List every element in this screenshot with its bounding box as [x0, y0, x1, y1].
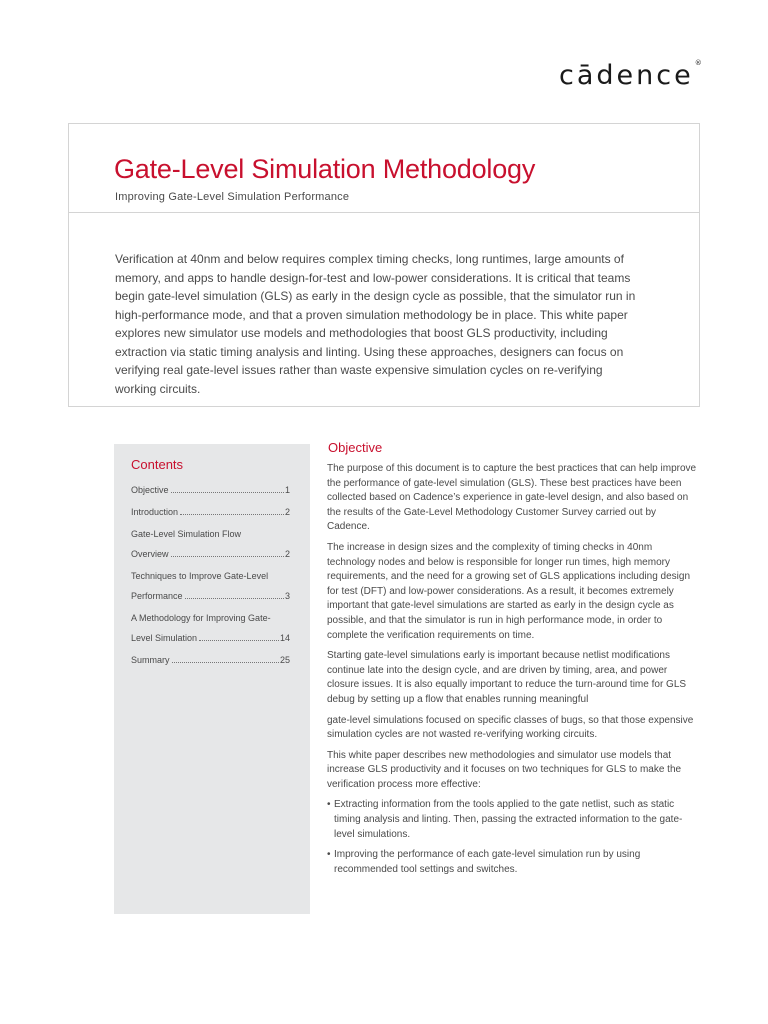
body-paragraph: gate-level simulations focused on specific classes of bugs, so that those expensive simulation cycles are not wasted re-verifying working circuits. [327, 714, 694, 741]
bullet-item [327, 798, 699, 842]
toc-item-objective[interactable] [131, 480, 290, 500]
toc-item-introduction[interactable] [131, 502, 290, 522]
toc-label: Objective [131, 485, 169, 495]
toc-page: 25 [279, 655, 290, 665]
toc-label: Introduction [131, 507, 179, 517]
toc-label: Techniques to Improve Gate-Level [131, 571, 269, 581]
toc-page: 2 [284, 549, 290, 559]
toc-page: 2 [284, 507, 290, 517]
toc-page: 3 [284, 591, 290, 601]
body-paragraph: The purpose of this document is to capture the best practices that can help improve the performance of gate-level simulation (GLS). These best practices have been collected based on Cadence’s experience in gate-level design, and also based on the results of the Gate-Level Methodology Customer Survey carried out by Cadence. [327, 463, 697, 533]
toc-label: Gate-Level Simulation Flow [131, 529, 242, 539]
toc-leader [171, 556, 284, 557]
toc-leader [180, 514, 284, 515]
toc-page: 1 [284, 485, 290, 495]
body-paragraph: This white paper describes new methodologies and simulator use models that increase GLS productivity and it focuses on two techniques for GLS to make the verification process more effective: [327, 749, 682, 790]
abstract-paragraph: Verification at 40nm and below requires complex timing checks, long runtimes, large amounts of memory, and apps to handle design-for-test and low-power considerations. It is critical that teams begin gate-level simulation (GLS) as early in the design cycle as possible, that the simulator run in high-performance mode, and that a proven simulation methodology be in place. This white paper explores new simulator use models and methodologies that boost GLS productivity, including extraction via static timing analysis and linting. Using these approaches, designers can focus on verifying real gate-level issues rather than waste expensive simulation cycles on re-verifying working circuits. [115, 252, 636, 396]
toc-label: A Methodology for Improving Gate- [131, 613, 271, 623]
document-subtitle: Improving Gate-Level Simulation Performance [115, 191, 350, 203]
main-body [327, 462, 699, 883]
registered-mark: ® [694, 59, 702, 67]
toc-leader [185, 598, 284, 599]
bullet-item [327, 848, 699, 877]
bullet-text: Improving the performance of each gate-level simulation run by using recommended tool settings and switches. [334, 849, 641, 875]
toc-label: Performance [131, 591, 183, 601]
toc-label: Level Simulation [131, 633, 198, 643]
toc-leader [171, 492, 284, 493]
toc-label: Overview [131, 549, 169, 559]
contents-title: Contents [131, 457, 184, 472]
toc-leader [199, 640, 279, 641]
bullet-text: Extracting information from the tools applied to the gate netlist, such as static timing analysis and linting. Then, passing the extracted information to the gate-level simulations. [334, 799, 683, 840]
toc-item-summary[interactable] [131, 650, 290, 670]
logo-text: cādence [559, 60, 694, 91]
document-title: Gate-Level Simulation Methodology [114, 154, 536, 184]
table-of-contents [131, 480, 290, 672]
toc-page: 14 [279, 633, 290, 643]
cadence-logo [559, 59, 702, 91]
toc-item-techniques[interactable] [131, 566, 290, 606]
section-heading-objective: Objective [328, 440, 383, 455]
header-divider [68, 212, 700, 213]
bullet-marker: • [327, 799, 331, 811]
toc-leader [172, 662, 279, 663]
toc-label: Summary [131, 655, 170, 665]
body-paragraph: The increase in design sizes and the complexity of timing checks in 40nm technology nodes and below is responsible for longer run times, high memory requirements, and the need for a growing set of GLS applications including design for test (DFT) and low-power considerations. As a result, it becomes extremely important that gate-level simulations are started as early in the design cycle as possible, and that the simulator is run in high performance mode, in order to complete the verification requirements on time. [327, 541, 691, 641]
bullet-marker: • [327, 849, 331, 861]
toc-item-methodology[interactable] [131, 608, 290, 648]
body-paragraph: Starting gate-level simulations early is important because netlist modifications continue late into the design cycle, and are driven by timing, area, and power closure issues. It is also equally important to reduce the turn-around time for GLS debug by setting up a flow that enables running meaningful [327, 650, 687, 705]
toc-item-flow-overview[interactable] [131, 524, 290, 564]
